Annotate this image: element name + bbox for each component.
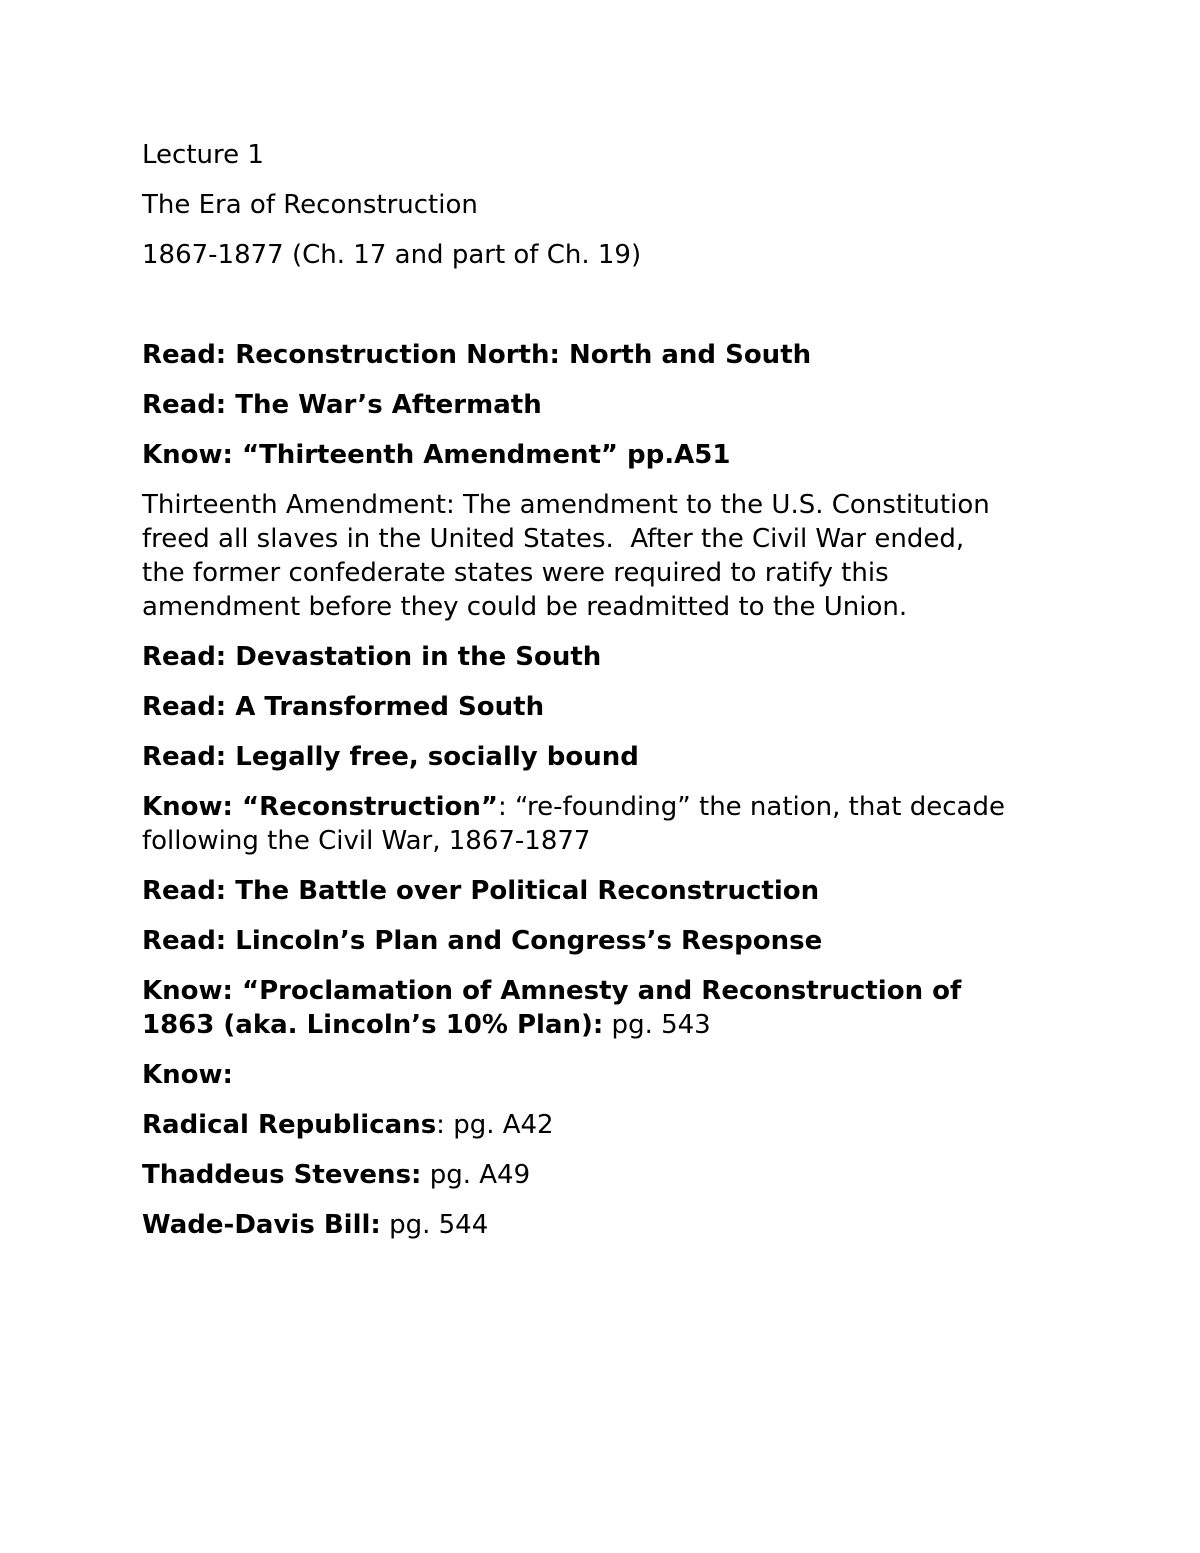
term-thaddeus-stevens bbox=[142, 1158, 1082, 1192]
term-label: Thaddeus Stevens: bbox=[142, 1160, 422, 1190]
read-item-political-reconstruction: Read: The Battle over Political Reconstruction bbox=[142, 876, 820, 906]
term-label: Radical Republicans bbox=[142, 1110, 437, 1140]
read-item-lincolns-plan: Read: Lincoln’s Plan and Congress’s Response bbox=[142, 926, 823, 956]
term-radical-republicans bbox=[142, 1108, 1082, 1142]
lecture-number: Lecture 1 bbox=[142, 140, 264, 170]
know-item-thirteenth-amendment: Know: “Thirteenth Amendment” pp.A51 bbox=[142, 440, 731, 470]
lecture-title: The Era of Reconstruction bbox=[142, 190, 478, 220]
read-item-legally-free: Read: Legally free, socially bound bbox=[142, 742, 639, 772]
page-reference: pg. A49 bbox=[421, 1160, 531, 1190]
know-label: 1863 (aka. Lincoln’s 10% Plan): bbox=[142, 1010, 604, 1040]
know-item-proclamation bbox=[142, 974, 1082, 1042]
know-definition: following the Civil War, 1867-1877 bbox=[142, 826, 591, 856]
know-item-reconstruction bbox=[142, 790, 1082, 858]
read-item-reconstruction-north: Read: Reconstruction North: North and South bbox=[142, 340, 812, 370]
read-item-wars-aftermath: Read: The War’s Aftermath bbox=[142, 390, 542, 420]
page-reference: pg. 543 bbox=[603, 1010, 711, 1040]
know-label: Know: “Reconstruction” bbox=[142, 792, 498, 822]
thirteenth-amendment-definition bbox=[142, 488, 1082, 624]
definition-line: amendment before they could be readmitted to the Union. bbox=[142, 592, 908, 622]
term-wade-davis-bill bbox=[142, 1208, 1082, 1242]
definition-line: freed all slaves in the United States. After the Civil War ended, bbox=[142, 524, 965, 554]
page-reference: : pg. A42 bbox=[436, 1110, 554, 1140]
spacer bbox=[142, 288, 1082, 338]
term-label: Wade-Davis Bill: bbox=[142, 1210, 381, 1240]
read-item-transformed-south: Read: A Transformed South bbox=[142, 692, 545, 722]
definition-line: Thirteenth Amendment: The amendment to the U.S. Constitution bbox=[142, 490, 990, 520]
lecture-dates: 1867-1877 (Ch. 17 and part of Ch. 19) bbox=[142, 240, 642, 270]
document-page bbox=[142, 138, 1082, 1258]
definition-line: the former confederate states were required to ratify this bbox=[142, 558, 889, 588]
read-item-devastation: Read: Devastation in the South bbox=[142, 642, 602, 672]
know-definition: : “re-founding” the nation, that decade bbox=[497, 792, 1005, 822]
know-label: Know: “Proclamation of Amnesty and Reconstruction of bbox=[142, 976, 962, 1006]
know-heading: Know: bbox=[142, 1060, 233, 1090]
page-reference: pg. 544 bbox=[380, 1210, 489, 1240]
